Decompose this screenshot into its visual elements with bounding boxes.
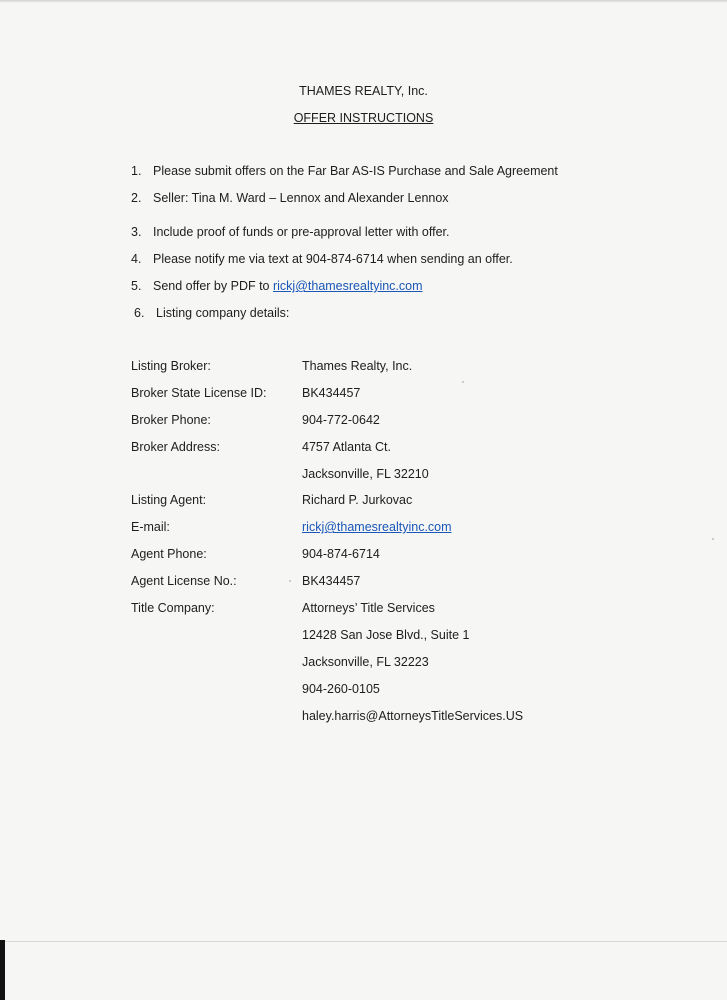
instruction-number: 3. (131, 225, 142, 239)
detail-label-agent-phone: Agent Phone: (131, 547, 207, 561)
detail-value-listing-agent: Richard P. Jurkovac (302, 493, 413, 507)
instruction-item-4 (131, 252, 513, 266)
company-name: THAMES REALTY, Inc. (299, 84, 428, 98)
detail-label-title-company: Title Company: (131, 601, 215, 615)
instruction-item-6 (134, 306, 289, 320)
detail-label-agent-license: Agent License No.: (131, 574, 237, 588)
instruction-item-2 (131, 191, 449, 205)
detail-label-broker-address: Broker Address: (131, 440, 220, 454)
instruction-number: 2. (131, 191, 142, 205)
instruction-text: Include proof of funds or pre-approval letter with offer. (153, 225, 450, 239)
instruction-text: Please submit offers on the Far Bar AS-IS Purchase and Sale Agreement (153, 164, 558, 178)
document-heading (0, 111, 727, 125)
detail-value-agent-phone: 904-874-6714 (302, 547, 380, 561)
instruction-number: 4. (131, 252, 142, 266)
scan-edge-shadow (0, 940, 5, 1000)
instruction-item-5 (131, 279, 423, 293)
page-top-edge (0, 0, 727, 3)
detail-label-broker-phone: Broker Phone: (131, 413, 211, 427)
detail-value-title-address-line1: 12428 San Jose Blvd., Suite 1 (302, 628, 470, 642)
detail-label-listing-agent: Listing Agent: (131, 493, 207, 507)
detail-value-broker-address-line1: 4757 Atlanta Ct. (302, 440, 391, 454)
detail-value-listing-broker: Thames Realty, Inc. (302, 359, 413, 373)
offer-email-link[interactable]: rickj@thamesrealtyinc.com (272, 279, 423, 293)
detail-value-title-address-line2: Jacksonville, FL 32223 (302, 655, 429, 669)
detail-label-email: E-mail: (131, 520, 170, 534)
heading-text: OFFER INSTRUCTIONS (293, 111, 434, 125)
detail-label-listing-broker: Listing Broker: (131, 359, 211, 373)
instruction-item-1 (131, 164, 558, 178)
instruction-number: 5. (131, 279, 142, 293)
detail-value-title-company: Attorneys’ Title Services (302, 601, 435, 615)
instruction-text: Please notify me via text at 904-874-6714 when sending an offer. (153, 252, 513, 266)
instruction-number: 1. (131, 164, 142, 178)
detail-value-agent-license: BK434457 (302, 574, 361, 588)
scan-fold-line (0, 941, 727, 942)
agent-email-link[interactable]: rickj@thamesrealtyinc.com (302, 520, 452, 534)
detail-value-broker-license: BK434457 (302, 386, 361, 400)
detail-value-title-phone: 904-260-0105 (302, 682, 380, 696)
detail-label-broker-license: Broker State License ID: (131, 386, 267, 400)
scan-speck (289, 580, 291, 582)
scan-speck (712, 538, 714, 540)
scan-speck (462, 381, 464, 383)
instruction-item-3 (131, 225, 449, 239)
detail-value-title-email: haley.harris@AttorneysTitleServices.US (302, 709, 524, 723)
instruction-text: Listing company details: (156, 306, 290, 320)
instruction-text: Seller: Tina M. Ward – Lennox and Alexander Lennox (153, 191, 449, 205)
instruction-text: Send offer by PDF to (153, 279, 273, 293)
detail-value-broker-address-line2: Jacksonville, FL 32210 (302, 467, 429, 481)
detail-value-broker-phone: 904-772-0642 (302, 413, 380, 427)
instruction-number: 6. (134, 306, 145, 320)
